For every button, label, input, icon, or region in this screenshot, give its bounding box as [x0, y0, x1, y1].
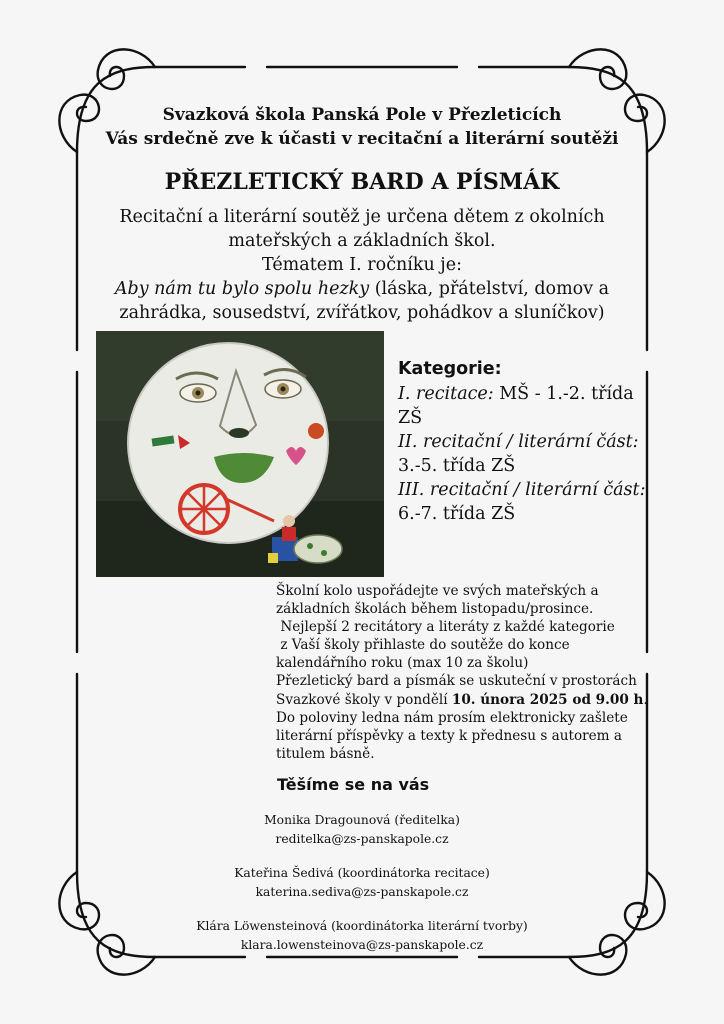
- info-line: základních školách během listopadu/prosince.: [276, 601, 594, 618]
- contact-name: Klára Löwensteinová (koordinátorka literární tvorby): [196, 919, 528, 933]
- event-date: 10. února 2025 od 9.00 h: [451, 691, 644, 708]
- category-1-value-cont: ZŠ: [398, 408, 423, 428]
- info-line-date: [276, 691, 646, 709]
- school-name: Svazková škola Panská Pole v Přezleticích: [162, 105, 562, 125]
- category-2-value: 3.-5. třída ZŠ: [398, 456, 516, 476]
- contact-director: [0, 811, 724, 849]
- contact-name: Monika Dragounová (ředitelka): [264, 813, 460, 827]
- categories-box: [398, 357, 698, 526]
- info-paragraph: [276, 582, 646, 763]
- info-line: Do poloviny ledna nám prosím elektronicky zašlete: [276, 709, 628, 726]
- info-line: Přezletický bard a písmák se uskuteční v prostorách: [276, 673, 637, 690]
- contact-email[interactable]: katerina.sediva@zs-panskapole.cz: [255, 885, 469, 899]
- info-date-prefix: Svazkové školy v pondělí: [276, 691, 452, 708]
- theme-title: Aby nám tu bylo spolu hezky: [114, 279, 370, 299]
- intro-line: Tématem I. ročníku je:: [262, 255, 462, 275]
- info-date-suffix: .: [643, 691, 648, 708]
- category-2-label: II. recitační / literární část:: [398, 432, 639, 452]
- theme-line: [0, 277, 724, 301]
- theme-keywords: (láska, přátelství, domov a: [369, 279, 610, 299]
- closing-greeting: Těšíme se na vás: [277, 775, 430, 794]
- intro-line: mateřských a základních škol.: [228, 231, 496, 251]
- intro-line: Recitační a literární soutěž je určena dětem z okolních: [119, 207, 605, 227]
- info-line: titulem básně.: [276, 745, 375, 762]
- invitation-line: Vás srdečně zve k účasti v recitační a literární soutěži: [105, 129, 619, 149]
- contact-recitation: [0, 864, 724, 902]
- category-3-value: 6.-7. třída ZŠ: [398, 504, 516, 524]
- info-line: z Vaší školy přihlaste do soutěže do konce: [276, 637, 570, 654]
- category-3-label: III. recitační / literární část:: [398, 480, 646, 500]
- contact-email[interactable]: reditelka@zs-panskapole.cz: [275, 832, 449, 846]
- category-1-label: I. recitace:: [398, 384, 494, 404]
- page-title: PŘEZLETICKÝ BARD A PÍSMÁK: [164, 169, 560, 195]
- info-line: Nejlepší 2 recitátory a literáty z každé kategorie: [276, 619, 615, 636]
- intro-text: [0, 205, 724, 325]
- contact-name: Kateřina Šedivá (koordinátorka recitace): [234, 866, 490, 880]
- info-line: Školní kolo uspořádejte ve svých mateřských a: [276, 583, 599, 599]
- info-line: kalendářního roku (max 10 za školu): [276, 655, 529, 672]
- painting-illustration: [96, 331, 384, 577]
- contact-literary: [0, 917, 724, 955]
- intro-line: zahrádka, sousedství, zvířátkov, pohádkov a sluníčkov): [119, 303, 605, 323]
- categories-heading: Kategorie:: [398, 359, 502, 379]
- moon-face-painting: [96, 331, 384, 577]
- info-line: literární příspěvky a texty k přednesu s autorem a: [276, 727, 622, 744]
- category-1: [398, 382, 698, 406]
- contact-email[interactable]: klara.lowensteinova@zs-panskapole.cz: [240, 938, 484, 952]
- category-1-value: MŠ - 1.-2. třída: [493, 384, 634, 404]
